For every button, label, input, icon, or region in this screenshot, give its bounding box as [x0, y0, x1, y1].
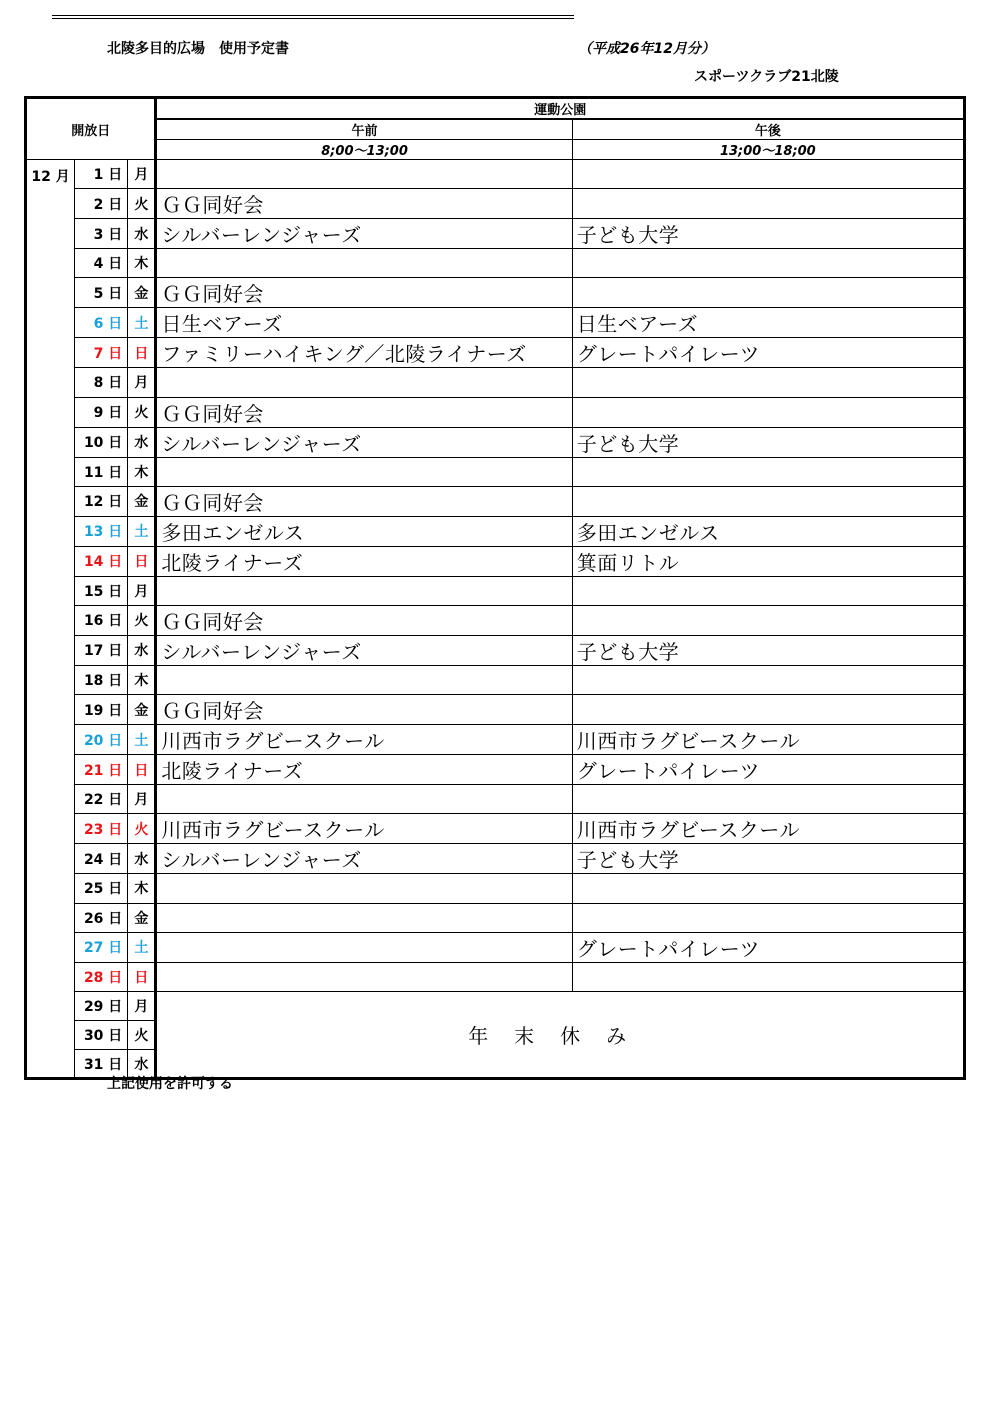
- table-row: [26, 486, 965, 516]
- pm-entry: [572, 486, 964, 516]
- day-number: 13 日: [75, 516, 128, 546]
- day-number: 4 日: [75, 249, 128, 278]
- pm-entry: [572, 962, 964, 991]
- day-number: 28 日: [75, 962, 128, 991]
- organization-name: スポーツクラブ21北陵: [694, 69, 839, 85]
- day-of-week: 火: [128, 605, 156, 635]
- day-number: 6 日: [75, 308, 128, 338]
- table-row: [26, 725, 965, 755]
- day-of-week: 木: [128, 457, 156, 486]
- am-entry: ＧＧ同好会: [156, 486, 572, 516]
- day-number: 15 日: [75, 576, 128, 605]
- day-of-week: 木: [128, 665, 156, 694]
- day-of-week: 水: [128, 427, 156, 457]
- table-row: [26, 427, 965, 457]
- day-number: 2 日: [75, 189, 128, 219]
- day-number: 19 日: [75, 695, 128, 725]
- schedule-table: [24, 96, 966, 1080]
- day-number: 8 日: [75, 368, 128, 397]
- pm-entry: 日生ベアーズ: [572, 308, 964, 338]
- am-entry: シルバーレンジャーズ: [156, 427, 572, 457]
- table-row: [26, 814, 965, 844]
- pm-entry: 川西市ラグビースクール: [572, 725, 964, 755]
- day-number: 30 日: [75, 1021, 128, 1050]
- table-row: [26, 457, 965, 486]
- day-number: 29 日: [75, 991, 128, 1020]
- day-number: 11 日: [75, 457, 128, 486]
- table-row: [26, 189, 965, 219]
- table-row: [26, 576, 965, 605]
- day-of-week: 日: [128, 546, 156, 576]
- table-row: [26, 516, 965, 546]
- table-row: [26, 160, 965, 189]
- am-entry: ＧＧ同好会: [156, 189, 572, 219]
- am-entry: シルバーレンジャーズ: [156, 635, 572, 665]
- am-entry: ＧＧ同好会: [156, 397, 572, 427]
- day-number: 10 日: [75, 427, 128, 457]
- day-number: 24 日: [75, 844, 128, 874]
- day-number: 31 日: [75, 1050, 128, 1079]
- day-of-week: 水: [128, 1050, 156, 1079]
- pm-entry: [572, 278, 964, 308]
- kaihou-header: 開放日: [26, 98, 156, 160]
- pm-entry: グレートパイレーツ: [572, 932, 964, 962]
- day-number: 3 日: [75, 219, 128, 249]
- pm-time: 13;00～18;00: [572, 140, 964, 160]
- pm-entry: [572, 576, 964, 605]
- am-entry: [156, 576, 572, 605]
- day-of-week: 金: [128, 486, 156, 516]
- am-entry: シルバーレンジャーズ: [156, 844, 572, 874]
- day-of-week: 木: [128, 249, 156, 278]
- year-end-holiday: 年末休み: [156, 991, 965, 1079]
- am-entry: ファミリーハイキング／北陵ライナーズ: [156, 338, 572, 368]
- day-number: 12 日: [75, 486, 128, 516]
- day-of-week: 月: [128, 785, 156, 814]
- day-number: 9 日: [75, 397, 128, 427]
- top-rule: [52, 15, 574, 19]
- am-entry: [156, 962, 572, 991]
- day-number: 21 日: [75, 755, 128, 785]
- am-entry: [156, 249, 572, 278]
- am-entry: シルバーレンジャーズ: [156, 219, 572, 249]
- month-label: 12 月: [26, 160, 75, 1079]
- day-of-week: 日: [128, 962, 156, 991]
- day-of-week: 火: [128, 1021, 156, 1050]
- day-number: 18 日: [75, 665, 128, 694]
- table-row: [26, 665, 965, 694]
- pm-entry: [572, 457, 964, 486]
- day-of-week: 水: [128, 219, 156, 249]
- am-entry: [156, 785, 572, 814]
- day-of-week: 日: [128, 338, 156, 368]
- pm-entry: [572, 665, 964, 694]
- day-of-week: 月: [128, 368, 156, 397]
- table-row: [26, 844, 965, 874]
- pm-entry: [572, 397, 964, 427]
- table-row: [26, 635, 965, 665]
- day-of-week: 火: [128, 189, 156, 219]
- day-of-week: 土: [128, 725, 156, 755]
- am-entry: [156, 903, 572, 932]
- table-row: [26, 874, 965, 903]
- pm-entry: 箕面リトル: [572, 546, 964, 576]
- period-label: （平成26年12月分）: [578, 41, 715, 57]
- day-of-week: 火: [128, 814, 156, 844]
- table-row: [26, 605, 965, 635]
- pm-entry: 子ども大学: [572, 219, 964, 249]
- pm-entry: [572, 785, 964, 814]
- am-time: 8;00～13;00: [156, 140, 572, 160]
- am-entry: ＧＧ同好会: [156, 695, 572, 725]
- day-number: 5 日: [75, 278, 128, 308]
- table-row: [26, 278, 965, 308]
- table-row: [26, 695, 965, 725]
- table-row: [26, 755, 965, 785]
- pm-entry: 子ども大学: [572, 635, 964, 665]
- day-number: 16 日: [75, 605, 128, 635]
- am-entry: 北陵ライナーズ: [156, 546, 572, 576]
- day-number: 22 日: [75, 785, 128, 814]
- day-of-week: 木: [128, 874, 156, 903]
- am-entry: 川西市ラグビースクール: [156, 814, 572, 844]
- pm-entry: 川西市ラグビースクール: [572, 814, 964, 844]
- park-header: 運動公園: [156, 98, 965, 120]
- table-row: [26, 991, 965, 1020]
- am-entry: 川西市ラグビースクール: [156, 725, 572, 755]
- table-row: [26, 397, 965, 427]
- table-row: [26, 368, 965, 397]
- day-of-week: 月: [128, 991, 156, 1020]
- pm-header: 午後: [572, 119, 964, 140]
- table-row: [26, 219, 965, 249]
- am-header: 午前: [156, 119, 572, 140]
- pm-entry: [572, 249, 964, 278]
- day-number: 20 日: [75, 725, 128, 755]
- table-row: [26, 308, 965, 338]
- table-row: [26, 962, 965, 991]
- am-entry: ＧＧ同好会: [156, 278, 572, 308]
- am-entry: [156, 665, 572, 694]
- day-number: 14 日: [75, 546, 128, 576]
- document-title: 北陵多目的広場 使用予定書: [107, 41, 289, 57]
- pm-entry: 子ども大学: [572, 427, 964, 457]
- day-of-week: 日: [128, 755, 156, 785]
- am-entry: [156, 874, 572, 903]
- day-of-week: 土: [128, 308, 156, 338]
- pm-entry: [572, 605, 964, 635]
- day-of-week: 金: [128, 695, 156, 725]
- pm-entry: [572, 903, 964, 932]
- day-number: 25 日: [75, 874, 128, 903]
- pm-entry: グレートパイレーツ: [572, 755, 964, 785]
- am-entry: [156, 932, 572, 962]
- pm-entry: [572, 874, 964, 903]
- am-entry: 日生ベアーズ: [156, 308, 572, 338]
- pm-entry: グレートパイレーツ: [572, 338, 964, 368]
- day-number: 7 日: [75, 338, 128, 368]
- day-number: 23 日: [75, 814, 128, 844]
- pm-entry: 子ども大学: [572, 844, 964, 874]
- table-row: [26, 785, 965, 814]
- day-of-week: 水: [128, 635, 156, 665]
- pm-entry: [572, 160, 964, 189]
- day-of-week: 火: [128, 397, 156, 427]
- day-of-week: 土: [128, 932, 156, 962]
- day-of-week: 金: [128, 278, 156, 308]
- day-of-week: 月: [128, 160, 156, 189]
- am-entry: 多田エンゼルス: [156, 516, 572, 546]
- day-of-week: 水: [128, 844, 156, 874]
- table-row: [26, 546, 965, 576]
- day-of-week: 月: [128, 576, 156, 605]
- table-row: [26, 903, 965, 932]
- am-entry: ＧＧ同好会: [156, 605, 572, 635]
- day-number: 26 日: [75, 903, 128, 932]
- pm-entry: [572, 695, 964, 725]
- day-number: 27 日: [75, 932, 128, 962]
- am-entry: [156, 368, 572, 397]
- permission-note: 上記使用を許可する: [107, 1076, 233, 1092]
- day-of-week: 土: [128, 516, 156, 546]
- table-row: [26, 338, 965, 368]
- day-number: 1 日: [75, 160, 128, 189]
- table-row: [26, 249, 965, 278]
- am-entry: [156, 160, 572, 189]
- day-number: 17 日: [75, 635, 128, 665]
- pm-entry: [572, 189, 964, 219]
- table-row: [26, 932, 965, 962]
- am-entry: [156, 457, 572, 486]
- day-of-week: 金: [128, 903, 156, 932]
- pm-entry: [572, 368, 964, 397]
- pm-entry: 多田エンゼルス: [572, 516, 964, 546]
- am-entry: 北陵ライナーズ: [156, 755, 572, 785]
